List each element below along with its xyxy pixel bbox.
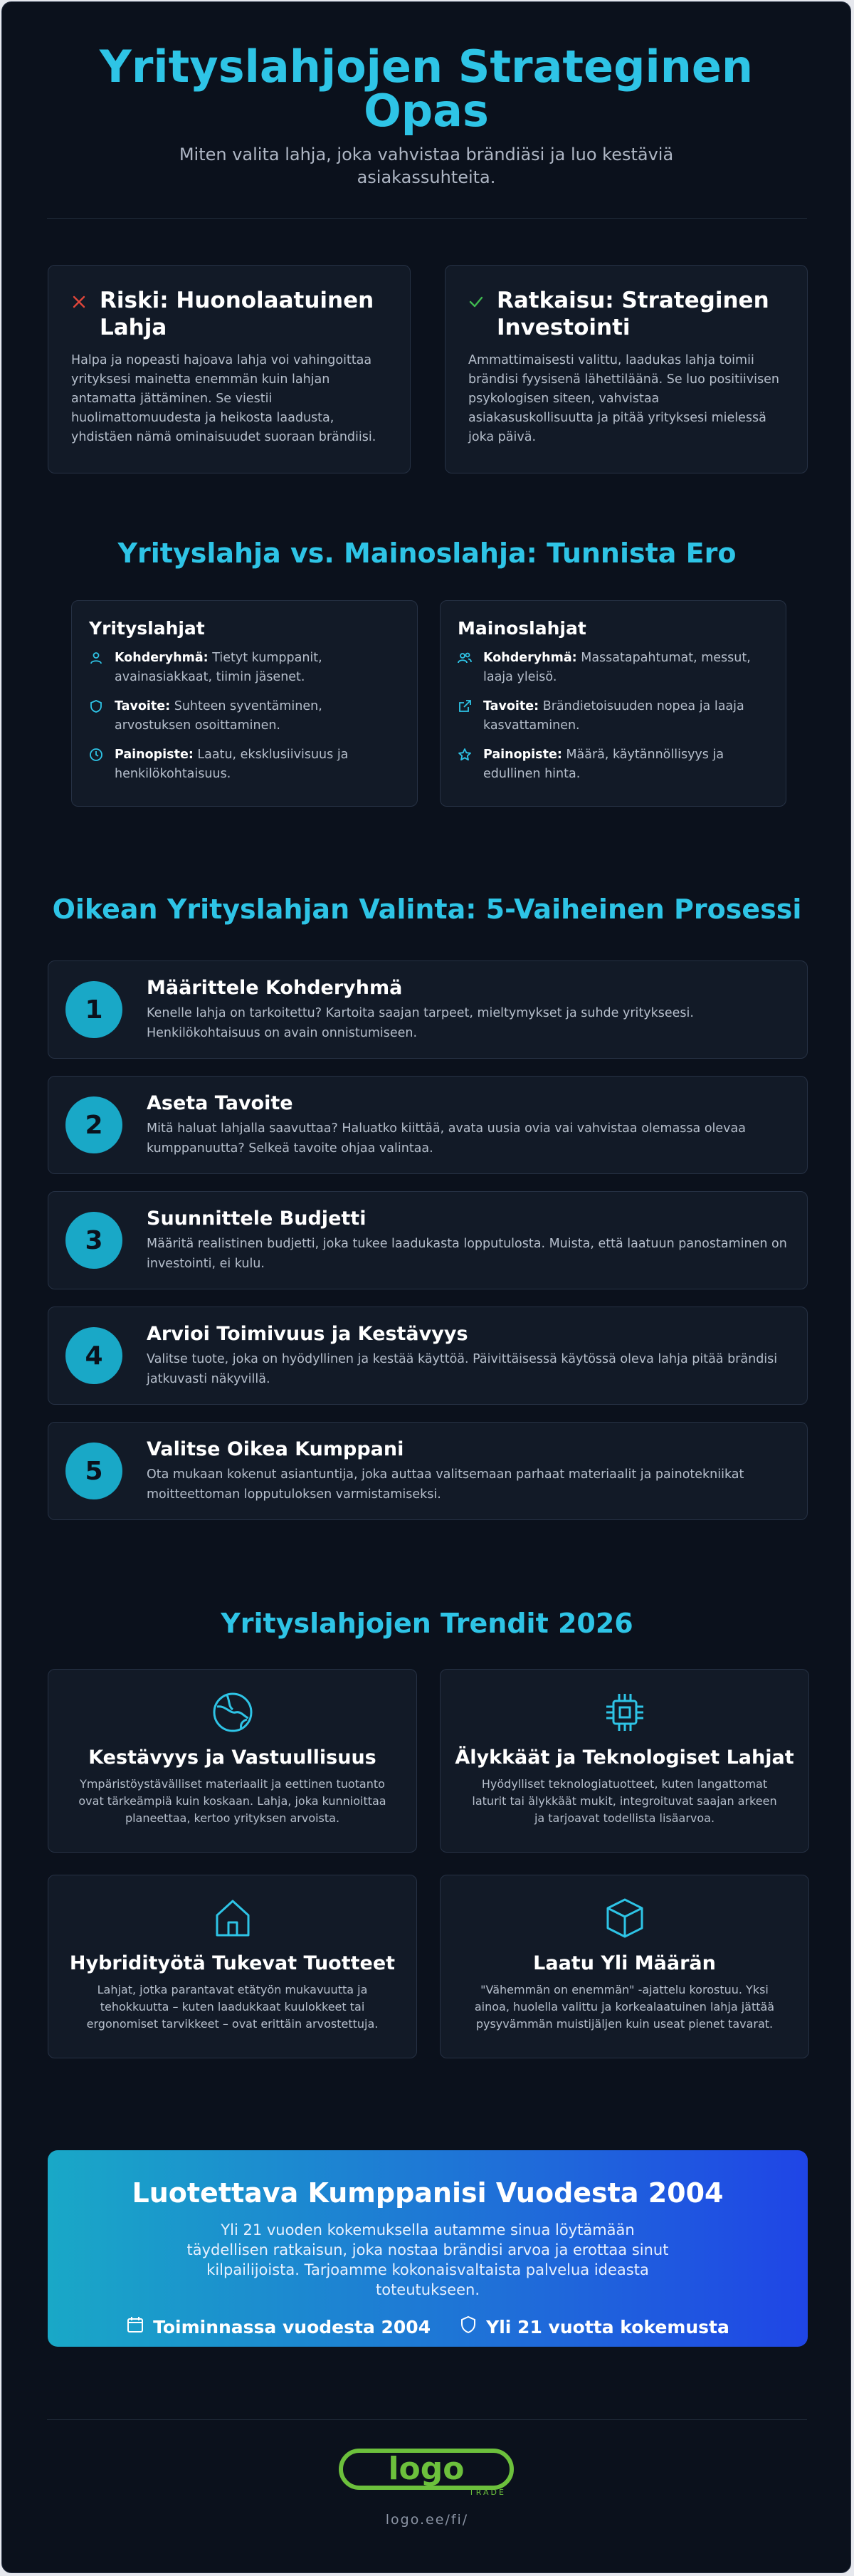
box-icon xyxy=(603,1929,646,1942)
process-step xyxy=(48,960,808,1059)
cta-banner xyxy=(48,2150,808,2347)
calendar-icon xyxy=(126,2315,144,2338)
risk-card xyxy=(48,265,411,473)
x-icon xyxy=(71,287,87,313)
trend-text: Hyödylliset teknologiatuotteet, kuten langattomat laturit tai älykkäät mukit, integroituvat saajan arkeen ja tarjoavat todellista lisäarvoa. xyxy=(472,1777,777,1825)
shield-icon xyxy=(89,697,105,735)
compare-right-item: Painopiste: Määrä, käytännöllisyys ja edullinen hinta. xyxy=(458,745,769,784)
cta-badge: Yli 21 vuotta kokemusta xyxy=(459,2315,729,2338)
page-subtitle: Miten valita lahja, joka vahvistaa brändiäsi ja luo kestäviä asiakassuhteita. xyxy=(179,145,674,187)
star-icon xyxy=(458,745,473,784)
risk-title: Riski: Huonolaatuinen Lahja xyxy=(100,288,374,340)
trend-card xyxy=(48,1875,417,2058)
step-text: Määritä realistinen budjetti, joka tukee laadukasta lopputulosta. Muista, että laatuun panostaminen on investointi, ei kulu. xyxy=(147,1236,787,1271)
step-number: 2 xyxy=(65,1096,122,1153)
compare-card-promo xyxy=(440,600,786,807)
step-number: 1 xyxy=(65,981,122,1038)
trend-card xyxy=(440,1875,809,2058)
trend-text: Lahjat, jotka parantavat etätyön mukavuutta ja tehokkuutta – kuten laadukkaat kuulokkeet tai ergonomiset tarvikkeet – ovat erittäin arvostettuja. xyxy=(86,1983,379,2031)
step-number: 3 xyxy=(65,1212,122,1269)
trend-card xyxy=(440,1669,809,1853)
hero xyxy=(2,2,850,189)
process-step xyxy=(48,1076,808,1174)
step-text: Valitse tuote, joka on hyödyllinen ja kestää käyttöä. Päivittäisessä käytössä oleva lahja pitää brändisi jatkuvasti näkyvillä. xyxy=(147,1351,778,1386)
step-title: Määrittele Kohderyhmä xyxy=(147,976,403,999)
compare-left-item: Kohderyhmä: Tietyt kumppanit, avainasiakkaat, tiimin jäsenet. xyxy=(89,649,400,687)
compare-left-item: Tavoite: Suhteen syventäminen, arvostuksen osoittaminen. xyxy=(89,697,400,735)
trend-card xyxy=(48,1669,417,1853)
page-title: Yrityslahjojen Strateginen Opas xyxy=(99,41,754,137)
trend-text: "Vähemmän on enemmän" -ajattelu korostuu. Yksi ainoa, huolella valittu ja korkealaatuinen lahja jättää pysyvämmän muistijäljen kuin useat pienet tavarat. xyxy=(474,1983,775,2031)
step-text: Kenelle lahja on tarkoitettu? Kartoita saajan tarpeet, mieltymykset ja suhde yritykseesi. Henkilökohtaisuus on avain onnistumiseen. xyxy=(147,1005,694,1040)
footer-divider xyxy=(47,2419,807,2420)
compare-right-item: Kohderyhmä: Massatapahtumat, messut, laaja yleisö. xyxy=(458,649,769,687)
compare-right-item: Tavoite: Brändietoisuuden nopea ja laaja kasvattaminen. xyxy=(458,697,769,735)
process-step xyxy=(48,1422,808,1520)
compare-left-title: Yrityslahjat xyxy=(89,618,205,639)
solution-card xyxy=(445,265,808,473)
trend-title: Hybridityötä Tukevat Tuotteet xyxy=(69,1952,396,1974)
cta-text: Yli 21 vuoden kokemuksella autamme sinua löytämään täydellisen ratkaisun, joka nostaa brändisi arvoa ja erottaa sinut kilpailijoista. Tarjoamme kokonaisvaltaista palvelua ideasta toteutukseen. xyxy=(186,2221,669,2298)
risk-text: Halpa ja nopeasti hajoava lahja voi vahingoittaa yrityksesi mainetta enemmän kuin lahjan antamatta jättäminen. Se viestii huolimattomuudesta ja heikosta laadusta, yhdistäen nämä ominaisuudet suoraan brändiisi. xyxy=(71,353,376,444)
compare-title: Yrityslahja vs. Mainoslahja: Tunnista Ero xyxy=(117,538,737,569)
step-title: Arvioi Toimivuus ja Kestävyys xyxy=(147,1322,468,1345)
compare-left-item: Painopiste: Laatu, eksklusiivisuus ja henkilökohtaisuus. xyxy=(89,745,400,784)
cta-badge: Toiminnassa vuodesta 2004 xyxy=(126,2315,431,2338)
globe-icon xyxy=(211,1723,254,1737)
company-logo[interactable] xyxy=(338,2448,516,2498)
trends-title: Yrityslahjojen Trendit 2026 xyxy=(221,1608,633,1639)
home-icon xyxy=(211,1929,254,1942)
step-text: Mitä haluat lahjalla saavuttaa? Haluatko kiittää, avata uusia ovia vai vahvistaa olemassa olevaa kumppanuutta? Selkeä tavoite ohjaa valintaa. xyxy=(147,1121,746,1156)
process-title: Oikean Yrityslahjan Valinta: 5-Vaiheinen Prosessi xyxy=(52,894,802,925)
solution-text: Ammattimaisesti valittu, laadukas lahja toimii brändisi fyysisenä lähettiläänä. Se luo positiivisen psykologisen siteen, vahvistaa asiakasuskollisuutta ja pitää yrityksesi mielessä joka päivä. xyxy=(468,353,779,444)
process-step xyxy=(48,1307,808,1405)
step-title: Suunnittele Budjetti xyxy=(147,1207,367,1230)
users-icon xyxy=(458,649,473,687)
step-title: Valitse Oikea Kumppani xyxy=(147,1438,404,1460)
step-number: 5 xyxy=(65,1443,122,1499)
step-number: 4 xyxy=(65,1327,122,1384)
logo-subtext: TRADE xyxy=(469,2488,506,2497)
page xyxy=(1,1,851,2573)
check-icon xyxy=(468,287,484,313)
step-text: Ota mukaan kokenut asiantuntija, joka auttaa valitsemaan parhaat materiaalit ja painotekniikat moitteettoman lopputuloksen varmistamiseksi. xyxy=(147,1467,744,1502)
step-title: Aseta Tavoite xyxy=(147,1091,293,1114)
trend-title: Laatu Yli Määrän xyxy=(533,1952,716,1974)
compare-right-title: Mainoslahjat xyxy=(458,618,586,639)
trend-title: Kestävyys ja Vastuullisuus xyxy=(88,1747,376,1769)
trend-text: Ympäristöystävälliset materiaalit ja eettinen tuotanto ovat tärkeämpiä kuin koskaan. Lahja, joka kunnioittaa planeettaa, kertoo yrityksen arvoista. xyxy=(78,1777,386,1825)
hero-divider xyxy=(47,218,807,219)
user-icon xyxy=(89,649,105,687)
solution-title: Ratkaisu: Strateginen Investointi xyxy=(497,288,769,340)
process-step xyxy=(48,1191,808,1289)
logo-wordmark: logo xyxy=(388,2451,465,2487)
clock-icon xyxy=(89,745,105,784)
trend-title: Älykkäät ja Teknologiset Lahjat xyxy=(455,1747,794,1769)
chip-icon xyxy=(603,1723,646,1737)
cta-title: Luotettava Kumppanisi Vuodesta 2004 xyxy=(132,2177,724,2209)
shield-icon xyxy=(459,2315,478,2338)
external-link-icon xyxy=(458,697,473,735)
footer-url[interactable]: logo.ee/fi/ xyxy=(385,2512,469,2528)
compare-card-corporate xyxy=(71,600,418,807)
